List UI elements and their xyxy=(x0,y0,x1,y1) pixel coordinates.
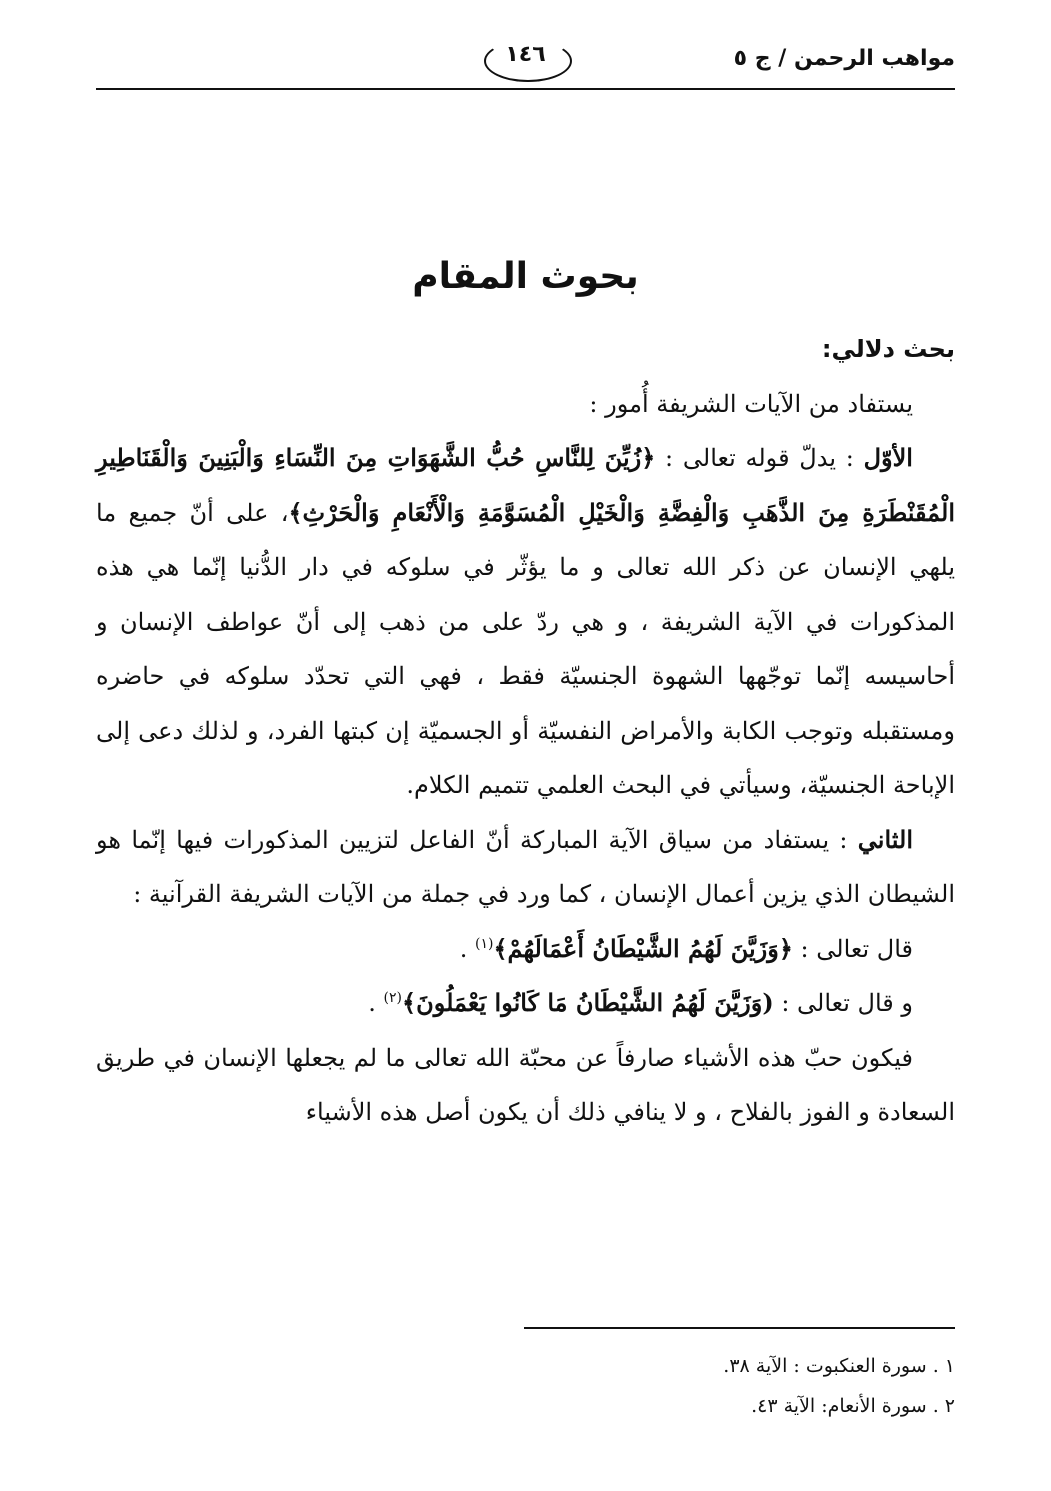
book-title: مواهب الرحمن / ج ٥ xyxy=(733,46,955,71)
quote-2-lead: و قال تعالى : xyxy=(773,989,913,1017)
footnote-rule xyxy=(524,1327,955,1329)
first-verse: ﴿زُيِّنَ لِلنَّاسِ حُبُّ الشَّهَوَاتِ مِنَ النِّسَاءِ وَالْبَنِينَ وَالْقَنَاطِيرِ الْمُقَنْطَرَةِ مِنَ الذَّهَبِ وَالْفِضَّةِ وَالْخَيْلِ الْمُسَوَّمَةِ وَالْأَنْعَامِ وَالْحَرْثِ﴾ xyxy=(96,443,956,527)
footnotes xyxy=(96,1346,955,1426)
page-title: بحوث المقام xyxy=(412,256,639,297)
intro-paragraph: يستفاد من الآيات الشريفة أُمور : xyxy=(589,389,913,418)
first-lead: : يدلّ قوله تعالى : xyxy=(655,444,864,472)
quote-2 xyxy=(96,976,955,1031)
second-text: : يستفاد من سياق الآية المباركة أنّ الفاعل لتزيين المذكورات فيها إنّما هو الشيطان الذي يزين أعمال الإنسان ، كما ورد في جملة من الآيات الشريفة القرآنية : xyxy=(96,825,955,908)
page-header xyxy=(96,38,955,90)
quote-1-end: . xyxy=(459,934,475,963)
first-text: ، على أنّ جميع ما يلهي الإنسان عن ذكر الله تعالى و ما يؤثّر في سلوكه في دار الدُّنيا إنّما هي هذه المذكورات في الآية الشريفة ، و هي ردّ على من ذهب إلى أنّ عواطف الإنسان و أحاسيسه إنّما توجّهها الشهوة الجنسيّة فقط ، فهي التي تحدّد سلوكه في حاضره ومستقبله وتوجب الكابة والأمراض النفسيّة أو الجسميّة إن كبتها الفرد، و لذلك دعى إلى الإباحة الجنسيّة، وسيأتي في البحث العلمي تتميم الكلام. xyxy=(96,498,955,799)
footnote-ref-1: (١) xyxy=(474,935,494,952)
quote-1 xyxy=(96,922,955,977)
footnote-2: ٢ . سورة الأنعام: الآية ٤٣. xyxy=(751,1395,955,1417)
second-label: الثاني xyxy=(857,824,913,854)
footnote-ref-2: (٢) xyxy=(383,990,402,1006)
quote-1-verse: ﴿وَزَيَّنَ لَهُمُ الشَّيْطَانُ أَعْمَالَهُمْ﴾ xyxy=(493,933,793,963)
closing-paragraph: فيكون حبّ هذه الأشياء صارفاً عن محبّة الله تعالى ما لم يجعلها الإنسان في طريق السعادة و الفوز بالفلاح ، و لا ينافي ذلك أن يكون أصل هذه الأشياء xyxy=(96,1043,955,1126)
quote-2-verse: (وَزَيَّنَ لَهُمُ الشَّيْطَانُ مَا كَانُوا يَعْمَلُونَ﴾ xyxy=(402,988,774,1017)
footnote-1: ١ . سورة العنكبوت : الآية ٣٨. xyxy=(723,1355,955,1377)
main-text xyxy=(96,322,955,1140)
paragraph-second xyxy=(96,813,955,922)
header-rule xyxy=(96,88,955,90)
quote-2-end: . xyxy=(368,989,384,1017)
page-number: ١٤٦ xyxy=(505,42,546,67)
paragraph-first xyxy=(96,431,955,813)
section-heading: بحث دلالي: xyxy=(821,335,955,363)
first-label: الأوّل xyxy=(863,443,913,472)
quote-1-lead: قال تعالى : xyxy=(792,934,913,963)
